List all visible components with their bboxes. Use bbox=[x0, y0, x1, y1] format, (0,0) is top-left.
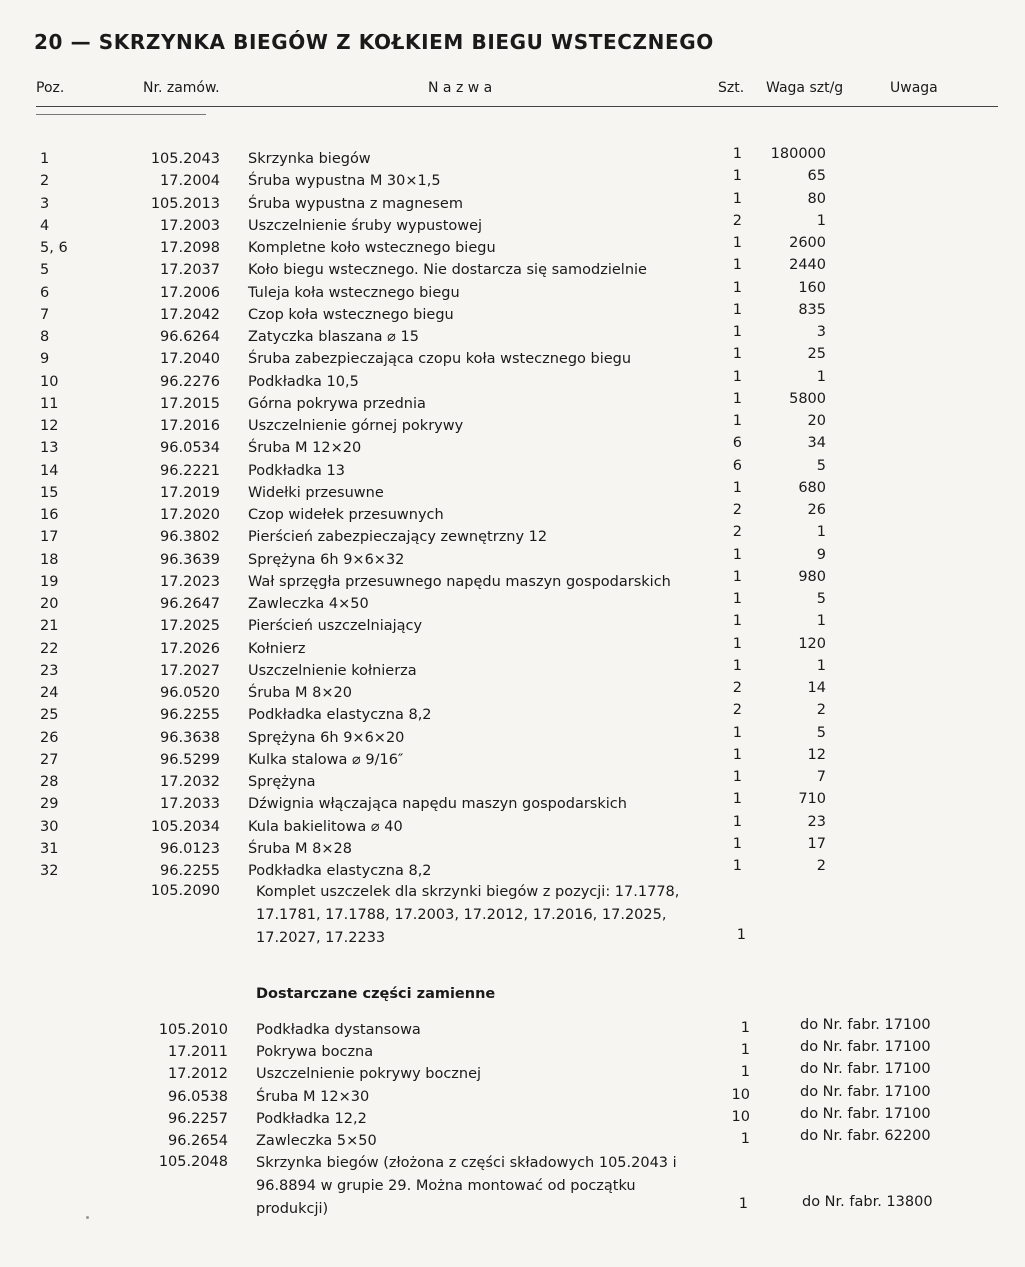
table-row bbox=[0, 479, 1025, 507]
row-szt: 1 bbox=[732, 413, 742, 429]
row-poz: 2 bbox=[40, 173, 50, 190]
row-szt: 1 bbox=[732, 813, 742, 830]
row-szt: 1 bbox=[732, 190, 742, 207]
spare-uwaga: do Nr. fabr. 17100 bbox=[800, 1105, 931, 1122]
spare-szt: 1 bbox=[740, 1131, 750, 1147]
table-row bbox=[0, 368, 1025, 396]
row-szt: 1 bbox=[732, 346, 742, 363]
spare-nazwa: Uszczelnienie pokrywy bocznej bbox=[256, 1066, 482, 1083]
table-row bbox=[0, 435, 1025, 462]
row-waga: 5 bbox=[816, 457, 826, 474]
spare-nazwa: Śruba M 12×30 bbox=[256, 1088, 370, 1105]
row-nr: 96.3639 bbox=[160, 551, 220, 568]
row-nazwa: Śruba M 8×20 bbox=[248, 685, 352, 701]
row-szt: 1 bbox=[732, 301, 742, 318]
table-row bbox=[0, 524, 1025, 551]
print-speck bbox=[86, 1216, 89, 1219]
spare-nazwa: Podkładka dystansowa bbox=[256, 1022, 421, 1038]
row-poz: 26 bbox=[40, 729, 59, 746]
row-poz: 8 bbox=[40, 329, 50, 345]
row-waga: 5 bbox=[816, 591, 826, 607]
row-waga: 65 bbox=[807, 168, 826, 185]
row-szt: 1 bbox=[732, 769, 742, 785]
row-nr: 17.2004 bbox=[160, 173, 220, 190]
row-poz: 29 bbox=[40, 796, 59, 813]
row-nazwa: Podkładka elastyczna 8,2 bbox=[248, 863, 432, 879]
row-nr: 96.6264 bbox=[160, 329, 220, 345]
spare-nazwa: Podkładka 12,2 bbox=[256, 1110, 367, 1127]
row-waga: 1 bbox=[816, 368, 826, 385]
table-row bbox=[0, 190, 1025, 218]
row-nr: 17.2037 bbox=[160, 262, 220, 279]
table-row bbox=[0, 324, 1025, 351]
row-nr: 17.2098 bbox=[160, 240, 220, 256]
row-nr: 17.2003 bbox=[160, 217, 220, 234]
row-nr: 96.2221 bbox=[160, 462, 220, 479]
row-szt: 1 bbox=[732, 257, 742, 274]
row-waga: 160 bbox=[798, 279, 826, 296]
row-nr: 96.3802 bbox=[160, 529, 220, 546]
row-waga: 2440 bbox=[789, 257, 826, 274]
row-poz: 4 bbox=[40, 217, 50, 234]
row-waga: 20 bbox=[807, 413, 826, 429]
row-nr: 17.2015 bbox=[160, 395, 220, 412]
row-nr: 105.2034 bbox=[150, 818, 220, 835]
header-nazwa: N a z w a bbox=[428, 80, 493, 96]
row-waga: 1 bbox=[816, 524, 826, 541]
row-nr: 96.2276 bbox=[160, 373, 220, 390]
row-szt: 1 bbox=[732, 568, 742, 585]
row-nazwa: Zatyczka blaszana ⌀ 15 bbox=[248, 329, 419, 345]
row-nazwa: Pierścień uszczelniający bbox=[248, 618, 423, 635]
spare-uwaga: do Nr. fabr. 17100 bbox=[800, 1017, 931, 1033]
last-nr: 105.2048 bbox=[158, 1154, 228, 1170]
row-poz: 5, 6 bbox=[40, 240, 68, 256]
table-row bbox=[0, 279, 1025, 307]
spare-nazwa: Zawleczka 5×50 bbox=[256, 1133, 377, 1149]
row-nr: 17.2027 bbox=[160, 662, 220, 679]
spare-szt: 10 bbox=[731, 1086, 750, 1103]
row-poz: 25 bbox=[40, 707, 59, 724]
row-szt: 1 bbox=[732, 146, 742, 162]
row-szt: 2 bbox=[732, 680, 742, 696]
row-nazwa: Kompletne koło wstecznego biegu bbox=[248, 240, 496, 256]
row-nr: 96.0123 bbox=[160, 840, 220, 857]
spare-nr: 96.2257 bbox=[168, 1110, 228, 1127]
row-waga: 9 bbox=[816, 546, 826, 563]
spare-uwaga: do Nr. fabr. 62200 bbox=[800, 1128, 931, 1144]
row-nazwa: Śruba zabezpieczająca czopu koła wstecznego biegu bbox=[248, 351, 632, 368]
row-nazwa: Kula bakielitowa ⌀ 40 bbox=[248, 818, 403, 835]
row-waga: 7 bbox=[816, 769, 826, 785]
header-waga: Waga szt/g bbox=[766, 80, 844, 96]
row-waga: 25 bbox=[807, 346, 826, 363]
spare-szt: 1 bbox=[740, 1064, 750, 1081]
row-poz: 11 bbox=[40, 395, 59, 412]
table-row bbox=[0, 457, 1025, 485]
row-nr: 96.3638 bbox=[160, 729, 220, 746]
row-szt: 6 bbox=[732, 435, 742, 452]
row-nazwa: Dźwignia włączająca napędu maszyn gospodarskich bbox=[248, 796, 627, 813]
row-poz: 6 bbox=[40, 284, 50, 301]
row-waga: 17 bbox=[807, 835, 826, 852]
row-poz: 31 bbox=[40, 840, 59, 857]
row-poz: 28 bbox=[40, 774, 59, 790]
row-szt: 1 bbox=[732, 835, 742, 852]
table-row bbox=[0, 702, 1025, 729]
spare-szt: 1 bbox=[740, 1042, 750, 1059]
row-waga: 23 bbox=[807, 813, 826, 830]
row-poz: 7 bbox=[40, 306, 50, 323]
table-row bbox=[0, 791, 1025, 818]
row-waga: 680 bbox=[798, 479, 826, 496]
row-waga: 80 bbox=[807, 190, 826, 207]
row-nr: 17.2040 bbox=[160, 351, 220, 368]
row-nr: 17.2025 bbox=[160, 618, 220, 635]
komplet-szt: 1 bbox=[736, 927, 746, 943]
row-nazwa: Górna pokrywa przednia bbox=[248, 395, 426, 412]
page-title: 20 — SKRZYNKA BIEGÓW Z KOŁKIEM BIEGU WSTECZNEGO bbox=[34, 30, 714, 54]
row-nr: 17.2020 bbox=[160, 507, 220, 523]
row-szt: 1 bbox=[732, 279, 742, 296]
row-poz: 21 bbox=[40, 618, 59, 635]
row-nr: 96.2255 bbox=[160, 863, 220, 879]
spare-uwaga: do Nr. fabr. 17100 bbox=[800, 1039, 931, 1056]
row-nazwa: Uszczelnienie kołnierza bbox=[248, 662, 417, 679]
table-row bbox=[0, 657, 1025, 685]
row-nazwa: Czop koła wstecznego biegu bbox=[248, 306, 454, 323]
header-nr: Nr. zamów. bbox=[143, 80, 220, 96]
row-szt: 2 bbox=[732, 212, 742, 229]
row-nr: 96.0520 bbox=[160, 685, 220, 701]
row-szt: 1 bbox=[732, 324, 742, 340]
row-nr: 17.2019 bbox=[160, 484, 220, 501]
row-nazwa: Kołnierz bbox=[248, 640, 306, 657]
table-row bbox=[0, 346, 1025, 373]
table-row bbox=[0, 769, 1025, 796]
row-nazwa: Sprężyna 6h 9×6×20 bbox=[248, 729, 405, 746]
table-row bbox=[0, 146, 1025, 173]
row-nr: 17.2033 bbox=[160, 796, 220, 813]
table-row bbox=[0, 168, 1025, 195]
row-nazwa: Uszczelnienie górnej pokrywy bbox=[248, 418, 464, 434]
header-szt: Szt. bbox=[718, 80, 745, 96]
row-waga: 980 bbox=[798, 568, 826, 585]
row-poz: 20 bbox=[40, 596, 59, 612]
row-waga: 120 bbox=[798, 635, 826, 652]
table-row bbox=[0, 212, 1025, 240]
row-szt: 1 bbox=[732, 168, 742, 185]
row-nazwa: Śruba wypustna M 30×1,5 bbox=[248, 173, 441, 190]
row-poz: 13 bbox=[40, 440, 59, 457]
row-szt: 2 bbox=[732, 524, 742, 541]
spare-nr: 96.2654 bbox=[168, 1133, 228, 1149]
table-row bbox=[0, 413, 1025, 440]
last-uwaga: do Nr. fabr. 13800 bbox=[802, 1194, 933, 1210]
row-szt: 1 bbox=[732, 791, 742, 808]
row-nr: 17.2032 bbox=[160, 774, 220, 790]
table-row bbox=[0, 835, 1025, 863]
spare-szt: 1 bbox=[740, 1020, 750, 1036]
table-row bbox=[0, 724, 1025, 752]
row-poz: 23 bbox=[40, 662, 59, 679]
row-szt: 1 bbox=[732, 390, 742, 407]
spare-nr: 105.2010 bbox=[158, 1022, 228, 1038]
row-nazwa: Sprężyna bbox=[248, 774, 316, 790]
row-poz: 15 bbox=[40, 484, 59, 501]
row-szt: 1 bbox=[732, 657, 742, 674]
table-row bbox=[0, 746, 1025, 774]
row-poz: 32 bbox=[40, 863, 59, 879]
row-waga: 2 bbox=[816, 858, 826, 874]
header-poz: Poz. bbox=[36, 80, 65, 96]
table-row bbox=[0, 235, 1025, 262]
row-poz: 22 bbox=[40, 640, 59, 657]
row-nazwa: Koło biegu wstecznego. Nie dostarcza się samodzielnie bbox=[248, 262, 647, 279]
row-nazwa: Czop widełek przesuwnych bbox=[248, 507, 444, 523]
row-poz: 1 bbox=[40, 151, 50, 167]
row-poz: 5 bbox=[40, 262, 50, 279]
row-nazwa: Uszczelnienie śruby wypustowej bbox=[248, 217, 483, 234]
table-row bbox=[0, 635, 1025, 663]
row-waga: 3 bbox=[816, 324, 826, 340]
row-poz: 14 bbox=[40, 462, 59, 479]
section-title: Dostarczane części zamienne bbox=[256, 986, 496, 1002]
spare-uwaga: do Nr. fabr. 17100 bbox=[800, 1083, 931, 1100]
row-szt: 2 bbox=[732, 502, 742, 518]
row-poz: 19 bbox=[40, 573, 59, 590]
row-waga: 26 bbox=[807, 502, 826, 518]
row-nazwa: Śruba wypustna z magnesem bbox=[248, 195, 463, 212]
row-poz: 27 bbox=[40, 751, 59, 768]
row-nr: 96.2255 bbox=[160, 707, 220, 724]
row-waga: 34 bbox=[807, 435, 826, 452]
row-nr: 96.0534 bbox=[160, 440, 220, 457]
row-waga: 2 bbox=[816, 702, 826, 719]
row-nr: 17.2042 bbox=[160, 306, 220, 323]
row-nazwa: Pierścień zabezpieczający zewnętrzny 12 bbox=[248, 529, 548, 546]
header-divider bbox=[36, 106, 998, 107]
spare-nr: 17.2011 bbox=[168, 1044, 228, 1061]
row-nr: 96.2647 bbox=[160, 596, 220, 612]
row-poz: 24 bbox=[40, 685, 59, 701]
row-poz: 17 bbox=[40, 529, 59, 546]
row-szt: 1 bbox=[732, 591, 742, 607]
row-nazwa: Sprężyna 6h 9×6×32 bbox=[248, 551, 405, 568]
row-szt: 1 bbox=[732, 858, 742, 874]
row-nazwa: Śruba M 12×20 bbox=[248, 440, 362, 457]
row-poz: 3 bbox=[40, 195, 50, 212]
table-row bbox=[0, 568, 1025, 596]
spare-nr: 96.0538 bbox=[168, 1088, 228, 1105]
row-nazwa: Kulka stalowa ⌀ 9/16″ bbox=[248, 751, 404, 768]
row-poz: 10 bbox=[40, 373, 59, 390]
header-divider-short bbox=[36, 114, 206, 115]
spare-uwaga: do Nr. fabr. 17100 bbox=[800, 1061, 931, 1078]
row-nr: 17.2016 bbox=[160, 418, 220, 434]
row-szt: 1 bbox=[732, 235, 742, 251]
last-nazwa: Skrzynka biegów (złożona z części składowych 105.2043 i 96.8894 w grupie 29. Można montować od początku produkcji) bbox=[256, 1155, 677, 1217]
row-nr: 105.2013 bbox=[150, 195, 220, 212]
last-szt: 1 bbox=[738, 1196, 748, 1212]
table-row bbox=[0, 546, 1025, 574]
row-waga: 1 bbox=[816, 212, 826, 229]
row-nazwa: Podkładka 13 bbox=[248, 462, 345, 479]
row-nazwa: Podkładka 10,5 bbox=[248, 373, 359, 390]
header-uwaga: Uwaga bbox=[890, 80, 938, 96]
komplet-nr: 105.2090 bbox=[150, 883, 220, 899]
row-poz: 16 bbox=[40, 507, 59, 523]
row-waga: 710 bbox=[798, 791, 826, 808]
row-nr: 17.2023 bbox=[160, 573, 220, 590]
row-waga: 835 bbox=[798, 301, 826, 318]
table-row bbox=[0, 390, 1025, 418]
spare-szt: 10 bbox=[731, 1108, 750, 1125]
table-row bbox=[0, 591, 1025, 618]
row-poz: 9 bbox=[40, 351, 50, 368]
row-waga: 5800 bbox=[789, 390, 826, 407]
row-waga: 1 bbox=[816, 613, 826, 630]
row-szt: 6 bbox=[732, 457, 742, 474]
row-nazwa: Śruba M 8×28 bbox=[248, 840, 352, 857]
row-szt: 1 bbox=[732, 746, 742, 763]
spare-nr: 17.2012 bbox=[168, 1066, 228, 1083]
table-row bbox=[0, 257, 1025, 284]
row-waga: 5 bbox=[816, 724, 826, 741]
row-poz: 12 bbox=[40, 418, 59, 434]
row-szt: 1 bbox=[732, 613, 742, 630]
row-nazwa: Wał sprzęgła przesuwnego napędu maszyn gospodarskich bbox=[248, 573, 671, 590]
table-row bbox=[0, 613, 1025, 640]
row-nazwa: Tuleja koła wstecznego biegu bbox=[248, 284, 460, 301]
row-nazwa: Zawleczka 4×50 bbox=[248, 596, 369, 612]
row-szt: 2 bbox=[732, 702, 742, 719]
row-waga: 12 bbox=[807, 746, 826, 763]
row-szt: 1 bbox=[732, 724, 742, 741]
row-waga: 14 bbox=[807, 680, 826, 696]
row-szt: 1 bbox=[732, 368, 742, 385]
komplet-nazwa: Komplet uszczelek dla skrzynki biegów z pozycji: 17.1778, 17.1781, 17.1788, 17.2003, 17.2012, 17.2016, 17.2025, 17.2027, 17.2233 bbox=[256, 884, 680, 946]
row-nazwa: Skrzynka biegów bbox=[248, 151, 371, 167]
row-nr: 17.2006 bbox=[160, 284, 220, 301]
row-nr: 96.5299 bbox=[160, 751, 220, 768]
spare-nazwa: Pokrywa boczna bbox=[256, 1044, 374, 1061]
row-szt: 1 bbox=[732, 479, 742, 496]
row-nazwa: Widełki przesuwne bbox=[248, 484, 384, 501]
row-waga: 1 bbox=[816, 657, 826, 674]
table-row bbox=[0, 301, 1025, 329]
row-waga: 2600 bbox=[789, 235, 826, 251]
table-row bbox=[0, 680, 1025, 707]
table-row bbox=[0, 502, 1025, 529]
row-nr: 17.2026 bbox=[160, 640, 220, 657]
row-poz: 30 bbox=[40, 818, 59, 835]
row-szt: 1 bbox=[732, 546, 742, 563]
row-szt: 1 bbox=[732, 635, 742, 652]
row-waga: 180000 bbox=[770, 146, 826, 162]
row-nr: 105.2043 bbox=[150, 151, 220, 167]
table-row bbox=[0, 813, 1025, 841]
row-poz: 18 bbox=[40, 551, 59, 568]
row-nazwa: Podkładka elastyczna 8,2 bbox=[248, 707, 432, 724]
